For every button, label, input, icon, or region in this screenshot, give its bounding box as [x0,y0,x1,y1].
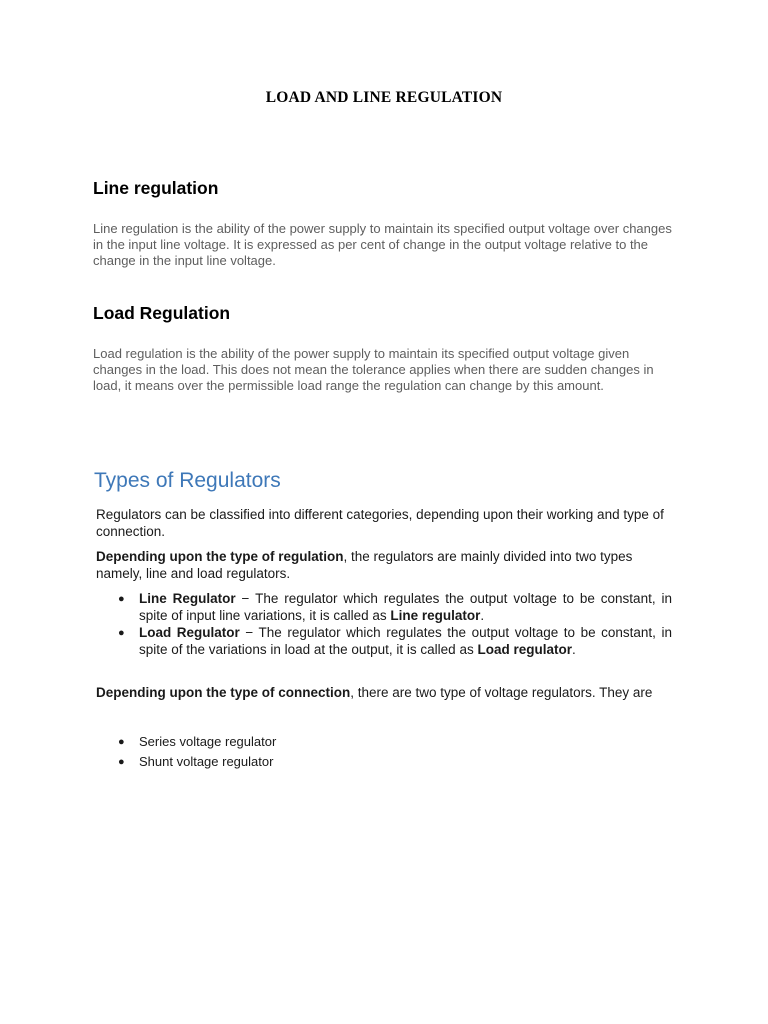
regulator-term: Load regulator [477,641,572,657]
load-regulation-heading: Load Regulation [93,303,231,323]
by-regulation-bold: Depending upon the type of regulation [96,549,344,564]
by-connection-text: , there are two type of voltage regulators. They are [350,685,653,700]
by-connection-bold: Depending upon the type of connection [96,685,351,700]
regulator-description: The regulator which regulates the output voltage to be constant, in spite of input line variations, it is called as [139,591,672,623]
types-intro-paragraph: Regulators can be classified into different categories, depending upon their working and type of connection. [96,507,664,539]
load-regulation-paragraph: Load regulation is the ability of the power supply to maintain its specified output voltage given changes in the load. This does not mean the tolerance applies when there are sudden changes in load, it means over the permissible load range the regulation can change by this amount. [93,346,654,394]
types-of-regulators-heading: Types of Regulators [94,469,281,492]
regulator-term: Line regulator [390,607,481,623]
bullet-icon: ● [118,736,125,748]
connection-type-label: Series voltage regulator [139,734,277,749]
list-item [96,752,276,772]
bullet-icon: ● [118,756,125,768]
regulator-name: Load Regulator [139,625,240,640]
by-regulation-text: , the regulators are mainly divided into two types namely, line and load regulators. [96,549,633,581]
regulator-name: Line Regulator [139,591,236,606]
regulator-separator: − [239,625,259,640]
list-item [96,625,672,658]
connection-types-list [96,732,276,772]
regulator-types-list [96,591,672,658]
line-regulation-paragraph: Line regulation is the ability of the power supply to maintain its specified output voltage over changes in the input line voltage. It is expressed as per cent of change in the output voltage relative to the change in the input line voltage. [93,221,672,269]
bullet-icon: ● [118,627,125,639]
connection-type-label: Shunt voltage regulator [139,754,274,769]
bullet-icon: ● [118,593,125,605]
regulator-description: The regulator which regulates the output voltage to be constant, in spite of the variations in load at the output, it is called as [139,625,672,657]
by-connection-paragraph [96,684,671,701]
by-regulation-paragraph [96,548,671,582]
regulator-end: . [571,641,576,657]
line-regulation-heading: Line regulation [93,178,219,198]
document-title: LOAD AND LINE REGULATION [265,89,503,106]
list-item [96,591,672,624]
list-item [96,732,276,752]
regulator-end: . [480,607,485,623]
regulator-separator: − [235,591,256,606]
